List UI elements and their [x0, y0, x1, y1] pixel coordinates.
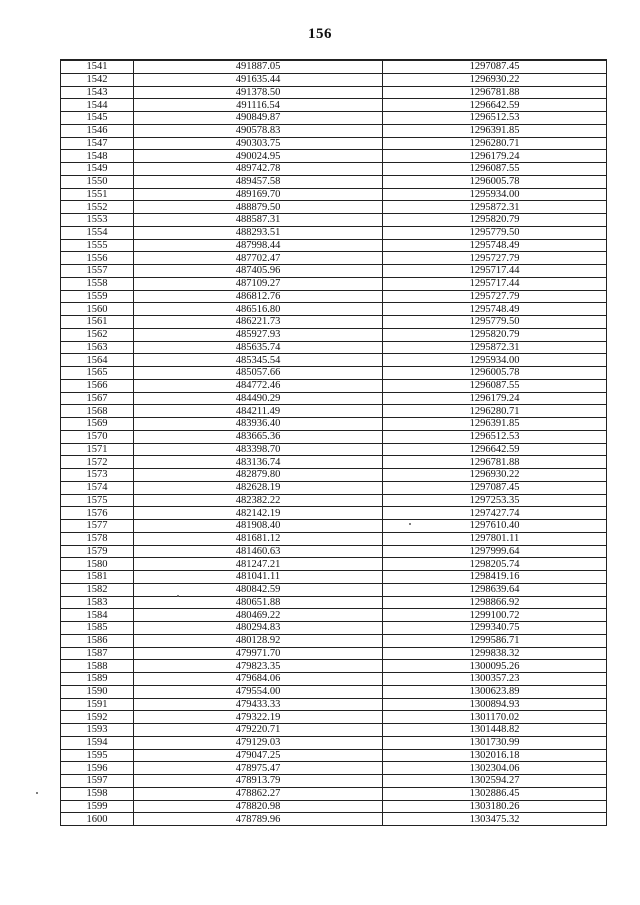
- x-coordinate-cell: 485635.74: [134, 341, 383, 354]
- y-coordinate-cell: 1299100.72: [383, 609, 607, 622]
- x-coordinate-cell: 479554.00: [134, 685, 383, 698]
- x-coordinate-cell: 487702.47: [134, 252, 383, 265]
- point-number-cell: 1554: [61, 226, 134, 239]
- x-coordinate-cell: 479047.25: [134, 749, 383, 762]
- x-coordinate-cell: 486516.80: [134, 303, 383, 316]
- x-coordinate-cell: 479823.35: [134, 660, 383, 673]
- point-number-cell: 1592: [61, 711, 134, 724]
- x-coordinate-cell: 490849.87: [134, 112, 383, 125]
- table-row: [61, 405, 607, 418]
- x-coordinate-cell: 478862.27: [134, 787, 383, 800]
- table-row: [61, 456, 607, 469]
- y-coordinate-cell: 1295727.79: [383, 252, 607, 265]
- table-row: [61, 214, 607, 227]
- x-coordinate-cell: 482628.19: [134, 481, 383, 494]
- x-coordinate-cell: 487405.96: [134, 265, 383, 278]
- x-coordinate-cell: 484490.29: [134, 392, 383, 405]
- table-row: [61, 201, 607, 214]
- y-coordinate-cell: 1295779.50: [383, 316, 607, 329]
- x-coordinate-cell: 485345.54: [134, 354, 383, 367]
- table-row: [61, 188, 607, 201]
- x-coordinate-cell: 483936.40: [134, 418, 383, 431]
- x-coordinate-cell: 489169.70: [134, 188, 383, 201]
- y-coordinate-cell: 1301730.99: [383, 736, 607, 749]
- point-number-cell: 1542: [61, 73, 134, 86]
- y-coordinate-cell: 1295934.00: [383, 354, 607, 367]
- point-number-cell: 1569: [61, 418, 134, 431]
- x-coordinate-cell: 483136.74: [134, 456, 383, 469]
- point-number-cell: 1576: [61, 507, 134, 520]
- x-coordinate-cell: 491635.44: [134, 73, 383, 86]
- table-row: [61, 571, 607, 584]
- point-number-cell: 1571: [61, 443, 134, 456]
- y-coordinate-cell: 1298419.16: [383, 571, 607, 584]
- point-number-cell: 1551: [61, 188, 134, 201]
- y-coordinate-cell: 1296087.55: [383, 379, 607, 392]
- table-row: [61, 660, 607, 673]
- table-row: [61, 481, 607, 494]
- y-coordinate-cell: 1296179.24: [383, 150, 607, 163]
- point-number-cell: 1598: [61, 787, 134, 800]
- x-coordinate-cell: 479129.03: [134, 736, 383, 749]
- table-row: [61, 226, 607, 239]
- y-coordinate-cell: 1300623.89: [383, 685, 607, 698]
- x-coordinate-cell: 490578.83: [134, 124, 383, 137]
- point-number-cell: 1587: [61, 647, 134, 660]
- table-row: [61, 494, 607, 507]
- point-number-cell: 1565: [61, 367, 134, 380]
- y-coordinate-cell: 1299586.71: [383, 634, 607, 647]
- table-row: [61, 163, 607, 176]
- y-coordinate-cell: 1297253.35: [383, 494, 607, 507]
- y-coordinate-cell: 1296512.53: [383, 112, 607, 125]
- y-coordinate-cell: 1302016.18: [383, 749, 607, 762]
- table-row: [61, 86, 607, 99]
- y-coordinate-cell: 1295748.49: [383, 303, 607, 316]
- point-number-cell: 1544: [61, 99, 134, 112]
- table-row: [61, 673, 607, 686]
- y-coordinate-cell: 1297801.11: [383, 532, 607, 545]
- y-coordinate-cell: 1297999.64: [383, 545, 607, 558]
- table-row: [61, 265, 607, 278]
- y-coordinate-cell: 1297610.40: [383, 520, 607, 533]
- y-coordinate-cell: 1302304.06: [383, 762, 607, 775]
- y-coordinate-cell: 1296391.85: [383, 418, 607, 431]
- table-row: [61, 303, 607, 316]
- y-coordinate-cell: 1295748.49: [383, 239, 607, 252]
- y-coordinate-cell: 1300894.93: [383, 698, 607, 711]
- point-number-cell: 1588: [61, 660, 134, 673]
- point-number-cell: 1555: [61, 239, 134, 252]
- coordinates-table-body: [61, 60, 607, 826]
- table-row: [61, 762, 607, 775]
- point-number-cell: 1564: [61, 354, 134, 367]
- x-coordinate-cell: 480128.92: [134, 634, 383, 647]
- x-coordinate-cell: 480469.22: [134, 609, 383, 622]
- y-coordinate-cell: 1302594.27: [383, 775, 607, 788]
- table-row: [61, 418, 607, 431]
- x-coordinate-cell: 489457.58: [134, 175, 383, 188]
- y-coordinate-cell: 1298639.64: [383, 583, 607, 596]
- table-row: [61, 609, 607, 622]
- table-row: [61, 685, 607, 698]
- table-row: [61, 622, 607, 635]
- point-number-cell: 1578: [61, 532, 134, 545]
- y-coordinate-cell: 1296005.78: [383, 175, 607, 188]
- point-number-cell: 1552: [61, 201, 134, 214]
- y-coordinate-cell: 1296087.55: [383, 163, 607, 176]
- scan-speck: [409, 523, 411, 525]
- point-number-cell: 1584: [61, 609, 134, 622]
- table-row: [61, 749, 607, 762]
- table-row: [61, 137, 607, 150]
- x-coordinate-cell: 479971.70: [134, 647, 383, 660]
- point-number-cell: 1600: [61, 813, 134, 826]
- y-coordinate-cell: 1298866.92: [383, 596, 607, 609]
- x-coordinate-cell: 488293.51: [134, 226, 383, 239]
- table-row: [61, 469, 607, 482]
- x-coordinate-cell: 478820.98: [134, 800, 383, 813]
- x-coordinate-cell: 480651.88: [134, 596, 383, 609]
- point-number-cell: 1570: [61, 430, 134, 443]
- table-row: [61, 99, 607, 112]
- x-coordinate-cell: 489742.78: [134, 163, 383, 176]
- x-coordinate-cell: 484211.49: [134, 405, 383, 418]
- x-coordinate-cell: 484772.46: [134, 379, 383, 392]
- y-coordinate-cell: 1296512.53: [383, 430, 607, 443]
- point-number-cell: 1561: [61, 316, 134, 329]
- point-number-cell: 1549: [61, 163, 134, 176]
- table-row: [61, 328, 607, 341]
- x-coordinate-cell: 481460.63: [134, 545, 383, 558]
- table-row: [61, 800, 607, 813]
- y-coordinate-cell: 1295872.31: [383, 201, 607, 214]
- table-row: [61, 175, 607, 188]
- point-number-cell: 1541: [61, 60, 134, 73]
- table-row: [61, 647, 607, 660]
- table-row: [61, 443, 607, 456]
- table-row: [61, 124, 607, 137]
- y-coordinate-cell: 1296642.59: [383, 443, 607, 456]
- x-coordinate-cell: 486221.73: [134, 316, 383, 329]
- point-number-cell: 1591: [61, 698, 134, 711]
- y-coordinate-cell: 1302886.45: [383, 787, 607, 800]
- table-row: [61, 724, 607, 737]
- point-number-cell: 1590: [61, 685, 134, 698]
- point-number-cell: 1558: [61, 277, 134, 290]
- point-number-cell: 1582: [61, 583, 134, 596]
- y-coordinate-cell: 1299838.32: [383, 647, 607, 660]
- y-coordinate-cell: 1297087.45: [383, 481, 607, 494]
- table-row: [61, 341, 607, 354]
- y-coordinate-cell: 1297427.74: [383, 507, 607, 520]
- point-number-cell: 1559: [61, 290, 134, 303]
- x-coordinate-cell: 488587.31: [134, 214, 383, 227]
- page-number: 156: [308, 26, 332, 42]
- x-coordinate-cell: 480842.59: [134, 583, 383, 596]
- point-number-cell: 1568: [61, 405, 134, 418]
- table-row: [61, 583, 607, 596]
- point-number-cell: 1557: [61, 265, 134, 278]
- point-number-cell: 1583: [61, 596, 134, 609]
- point-number-cell: 1594: [61, 736, 134, 749]
- y-coordinate-cell: 1296930.22: [383, 469, 607, 482]
- point-number-cell: 1573: [61, 469, 134, 482]
- y-coordinate-cell: 1297087.45: [383, 60, 607, 73]
- point-number-cell: 1562: [61, 328, 134, 341]
- x-coordinate-cell: 482142.19: [134, 507, 383, 520]
- x-coordinate-cell: 482879.80: [134, 469, 383, 482]
- x-coordinate-cell: 487109.27: [134, 277, 383, 290]
- y-coordinate-cell: 1295820.79: [383, 328, 607, 341]
- scan-speck: [177, 595, 179, 597]
- table-row: [61, 596, 607, 609]
- point-number-cell: 1545: [61, 112, 134, 125]
- point-number-cell: 1586: [61, 634, 134, 647]
- table-row: [61, 698, 607, 711]
- point-number-cell: 1543: [61, 86, 134, 99]
- x-coordinate-cell: 482382.22: [134, 494, 383, 507]
- point-number-cell: 1599: [61, 800, 134, 813]
- point-number-cell: 1563: [61, 341, 134, 354]
- y-coordinate-cell: 1296280.71: [383, 137, 607, 150]
- y-coordinate-cell: 1295934.00: [383, 188, 607, 201]
- x-coordinate-cell: 485057.66: [134, 367, 383, 380]
- y-coordinate-cell: 1295717.44: [383, 277, 607, 290]
- table-row: [61, 430, 607, 443]
- table-row: [61, 252, 607, 265]
- table-row: [61, 354, 607, 367]
- table-row: [61, 392, 607, 405]
- scan-speck: [36, 792, 38, 794]
- x-coordinate-cell: 490303.75: [134, 137, 383, 150]
- x-coordinate-cell: 487998.44: [134, 239, 383, 252]
- y-coordinate-cell: 1298205.74: [383, 558, 607, 571]
- y-coordinate-cell: 1296179.24: [383, 392, 607, 405]
- x-coordinate-cell: 485927.93: [134, 328, 383, 341]
- point-number-cell: 1581: [61, 571, 134, 584]
- y-coordinate-cell: 1303180.26: [383, 800, 607, 813]
- x-coordinate-cell: 490024.95: [134, 150, 383, 163]
- x-coordinate-cell: 481247.21: [134, 558, 383, 571]
- table-row: [61, 520, 607, 533]
- point-number-cell: 1567: [61, 392, 134, 405]
- point-number-cell: 1589: [61, 673, 134, 686]
- y-coordinate-cell: 1301448.82: [383, 724, 607, 737]
- table-row: [61, 711, 607, 724]
- x-coordinate-cell: 483398.70: [134, 443, 383, 456]
- table-row: [61, 545, 607, 558]
- table-row: [61, 634, 607, 647]
- y-coordinate-cell: 1296005.78: [383, 367, 607, 380]
- table-row: [61, 277, 607, 290]
- coordinates-table: [60, 59, 607, 826]
- table-row: [61, 239, 607, 252]
- x-coordinate-cell: 491116.54: [134, 99, 383, 112]
- y-coordinate-cell: 1303475.32: [383, 813, 607, 826]
- y-coordinate-cell: 1301170.02: [383, 711, 607, 724]
- point-number-cell: 1556: [61, 252, 134, 265]
- point-number-cell: 1580: [61, 558, 134, 571]
- table-row: [61, 813, 607, 826]
- x-coordinate-cell: 480294.83: [134, 622, 383, 635]
- point-number-cell: 1553: [61, 214, 134, 227]
- y-coordinate-cell: 1296642.59: [383, 99, 607, 112]
- y-coordinate-cell: 1296781.88: [383, 456, 607, 469]
- y-coordinate-cell: 1296280.71: [383, 405, 607, 418]
- point-number-cell: 1550: [61, 175, 134, 188]
- point-number-cell: 1566: [61, 379, 134, 392]
- x-coordinate-cell: 483665.36: [134, 430, 383, 443]
- x-coordinate-cell: 479684.06: [134, 673, 383, 686]
- table-row: [61, 507, 607, 520]
- point-number-cell: 1593: [61, 724, 134, 737]
- x-coordinate-cell: 478913.79: [134, 775, 383, 788]
- point-number-cell: 1560: [61, 303, 134, 316]
- x-coordinate-cell: 491378.50: [134, 86, 383, 99]
- point-number-cell: 1595: [61, 749, 134, 762]
- x-coordinate-cell: 479433.33: [134, 698, 383, 711]
- table-row: [61, 367, 607, 380]
- table-row: [61, 775, 607, 788]
- point-number-cell: 1596: [61, 762, 134, 775]
- table-row: [61, 532, 607, 545]
- x-coordinate-cell: 479322.19: [134, 711, 383, 724]
- x-coordinate-cell: 481041.11: [134, 571, 383, 584]
- table-row: [61, 112, 607, 125]
- point-number-cell: 1574: [61, 481, 134, 494]
- table-row: [61, 736, 607, 749]
- table-row: [61, 73, 607, 86]
- y-coordinate-cell: 1295727.79: [383, 290, 607, 303]
- table-row: [61, 150, 607, 163]
- y-coordinate-cell: 1295820.79: [383, 214, 607, 227]
- y-coordinate-cell: 1296781.88: [383, 86, 607, 99]
- x-coordinate-cell: 491887.05: [134, 60, 383, 73]
- point-number-cell: 1546: [61, 124, 134, 137]
- table-row: [61, 290, 607, 303]
- table-row: [61, 787, 607, 800]
- y-coordinate-cell: 1295717.44: [383, 265, 607, 278]
- x-coordinate-cell: 479220.71: [134, 724, 383, 737]
- y-coordinate-cell: 1300357.23: [383, 673, 607, 686]
- y-coordinate-cell: 1299340.75: [383, 622, 607, 635]
- point-number-cell: 1577: [61, 520, 134, 533]
- x-coordinate-cell: 488879.50: [134, 201, 383, 214]
- y-coordinate-cell: 1295872.31: [383, 341, 607, 354]
- y-coordinate-cell: 1300095.26: [383, 660, 607, 673]
- x-coordinate-cell: 478975.47: [134, 762, 383, 775]
- point-number-cell: 1572: [61, 456, 134, 469]
- table-row: [61, 60, 607, 73]
- x-coordinate-cell: 481681.12: [134, 532, 383, 545]
- x-coordinate-cell: 478789.96: [134, 813, 383, 826]
- y-coordinate-cell: 1296391.85: [383, 124, 607, 137]
- point-number-cell: 1548: [61, 150, 134, 163]
- table-row: [61, 316, 607, 329]
- point-number-cell: 1585: [61, 622, 134, 635]
- point-number-cell: 1597: [61, 775, 134, 788]
- table-row: [61, 558, 607, 571]
- table-row: [61, 379, 607, 392]
- x-coordinate-cell: 481908.40: [134, 520, 383, 533]
- point-number-cell: 1575: [61, 494, 134, 507]
- x-coordinate-cell: 486812.76: [134, 290, 383, 303]
- y-coordinate-cell: 1296930.22: [383, 73, 607, 86]
- point-number-cell: 1547: [61, 137, 134, 150]
- point-number-cell: 1579: [61, 545, 134, 558]
- y-coordinate-cell: 1295779.50: [383, 226, 607, 239]
